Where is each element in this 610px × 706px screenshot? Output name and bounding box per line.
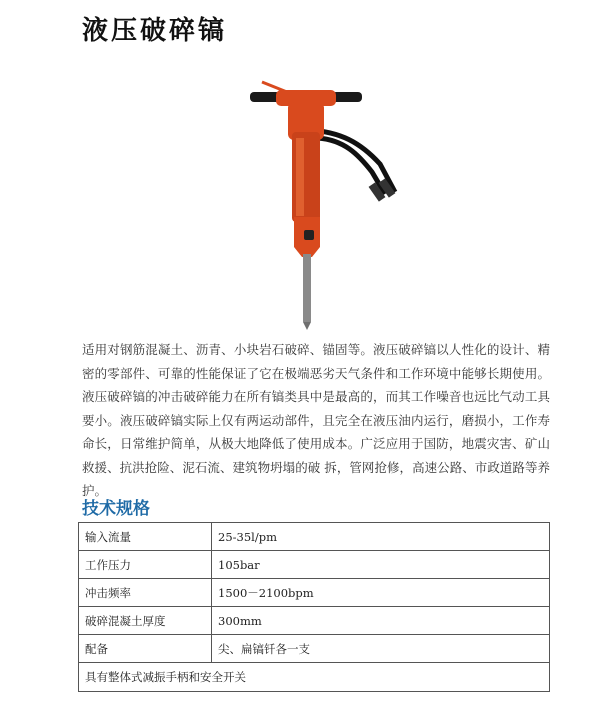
spec-label: 工作压力 xyxy=(79,551,212,579)
hydraulic-breaker-image xyxy=(240,72,410,334)
table-row xyxy=(79,579,550,607)
product-description: 适用对钢筋混凝土、沥青、小块岩石破碎、锚固等。液压破碎镐以人性化的设计、精密的零部件、可靠的性能保证了它在极端恶劣天气条件和工作环境中能够长期使用。液压破碎镐的冲击破碎能力在所有镐类具中是最高的，而其工作噪音也远比气动工具要小。液压破碎镐实际上仅有两运动部件，且完全在液压油内运行，磨损小，工作寿命长，日常维护简单，从极大地降低了使用成本。广泛应用于国防，地震灾害、矿山救援、抗洪抢险、泥石流、建筑物坍塌的破 拆，管网抢修，高速公路、市政道路等养护。 xyxy=(82,342,550,498)
spec-label: 输入流量 xyxy=(79,523,212,551)
spec-value: 尖、扁镐钎各一支 xyxy=(212,635,550,663)
page-title: 液压破碎镐 xyxy=(82,16,228,46)
table-row xyxy=(79,635,550,663)
spec-table xyxy=(78,522,550,692)
spec-note: 具有整体式减振手柄和安全开关 xyxy=(79,663,550,692)
table-row xyxy=(79,607,550,635)
spec-value: 105bar xyxy=(212,551,550,579)
spec-label: 配备 xyxy=(79,635,212,663)
product-image xyxy=(240,72,410,334)
spec-label: 冲击频率 xyxy=(79,579,212,607)
table-row xyxy=(79,523,550,551)
spec-label: 破碎混凝土厚度 xyxy=(79,607,212,635)
spec-value: 25-35l/pm xyxy=(212,523,550,551)
spec-value: 1500－2100bpm xyxy=(212,579,550,607)
spec-section-title: 技术规格 xyxy=(82,499,150,519)
spec-value: 300mm xyxy=(212,607,550,635)
table-row xyxy=(79,551,550,579)
table-row xyxy=(79,663,550,692)
